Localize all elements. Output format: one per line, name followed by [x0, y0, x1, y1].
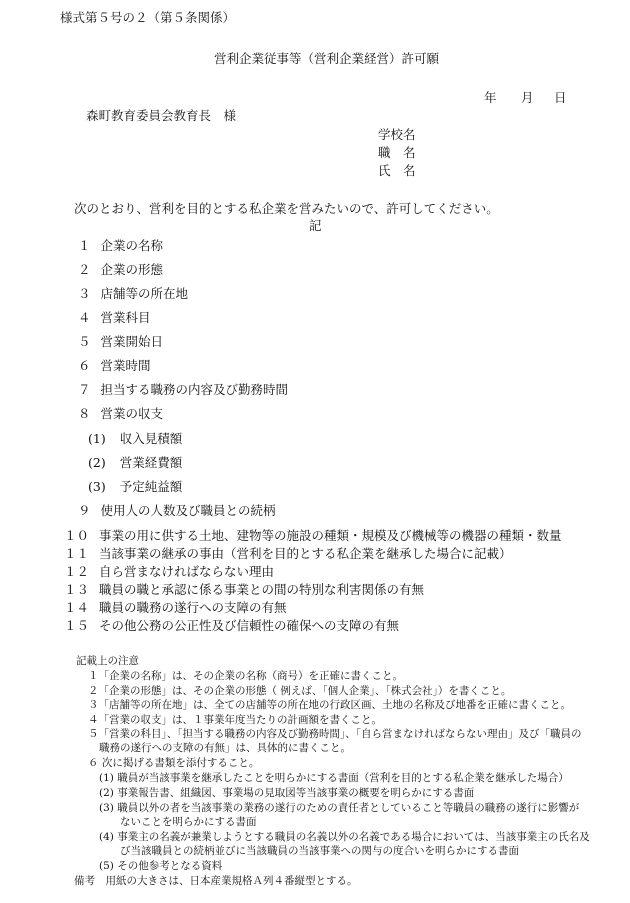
item-label: 企業の名称 — [100, 238, 164, 253]
item-number: １１ — [64, 546, 90, 561]
list-item — [64, 602, 287, 615]
applicant-name-label: 氏 名 — [378, 163, 416, 178]
list-item — [64, 566, 274, 579]
item-number: １５ — [64, 618, 90, 633]
item-label: 企業の形態 — [100, 262, 164, 277]
note-line: (5) その他参考となる資料 — [99, 860, 223, 872]
sub-item-label: 収入見積額 — [119, 431, 183, 446]
list-item — [78, 336, 163, 349]
sub-item — [88, 433, 182, 446]
note-line: (3) 職員以外の者を当該事業の業務の遂行のための責任者としていること等職員の職務の遂行に影響が — [99, 802, 580, 814]
sub-item-number: (1) — [88, 431, 106, 446]
note-line: (2) 事業報告書、組織図、事業場の見取図等当該事業の概要を明らかにする書面 — [99, 787, 475, 799]
item-label: 営業科目 — [100, 310, 151, 325]
note-line: 職務の遂行への支障の有無」は、具体的に書くこと。 — [99, 742, 351, 754]
date-year: 年 — [484, 90, 497, 105]
list-item — [78, 505, 276, 518]
item-number: １ — [78, 238, 91, 253]
note-line: ５「営業の科目」、「担当する職務の内容及び勤務時間」、「自ら営まなければならない理由」及び「職員の — [88, 728, 582, 740]
sub-item — [88, 481, 182, 494]
item-number: ７ — [78, 382, 91, 397]
sub-item-number: (2) — [88, 455, 106, 470]
sub-item — [88, 457, 182, 470]
note-line: ４「営業の収支」は、１事業年度当たりの計画額を書くこと。 — [88, 714, 382, 726]
item-label: その他公務の公正性及び信頼性の確保への支障の有無 — [99, 618, 400, 633]
list-item — [78, 240, 163, 253]
item-label: 営業の収支 — [100, 406, 164, 421]
item-number: ４ — [78, 310, 91, 325]
item-number: １２ — [64, 564, 90, 579]
list-item — [78, 360, 151, 373]
item-number: ５ — [78, 334, 91, 349]
note-line: び当該職員との続柄並びに当該職員の当該事業への関与の度合いを明らかにする書面 — [120, 845, 519, 857]
note-line: ６ 次に掲げる書類を添付すること。 — [88, 757, 260, 769]
item-label: 事業の用に供する土地、建物等の施設の種類・規模及び機械等の機器の種類・数量 — [99, 528, 562, 543]
item-number: ６ — [78, 358, 91, 373]
item-label: 当該事業の継承の事由（営利を目的とする私企業を継承した場合に記載） — [99, 546, 512, 561]
item-number: １４ — [64, 600, 90, 615]
request-text: 次のとおり、営利を目的とする私企業を営みたいので、許可してください。 — [74, 201, 499, 216]
list-item — [78, 384, 288, 397]
note-line: １「企業の名称」は、その企業の名称（商号）を正確に書くこと。 — [88, 670, 403, 682]
note-line: ないことを明らかにする書面 — [120, 816, 257, 828]
item-number: ３ — [78, 286, 91, 301]
item-label: 職員の職務の遂行への支障の有無 — [99, 600, 287, 615]
applicant-school-label: 学校名 — [378, 127, 416, 142]
item-number: ８ — [78, 406, 91, 421]
item-label: 使用人の人数及び職員との続柄 — [100, 503, 276, 518]
biko-note: 備考 用紙の大きさは、日本産業規格Ａ列４番縦型とする。 — [74, 875, 358, 887]
notes-heading: 記載上の注意 — [76, 655, 139, 667]
list-item — [78, 264, 163, 277]
item-number: １３ — [64, 582, 90, 597]
page-title: 営利企業従事等（営利企業経営）許可願 — [214, 51, 440, 66]
form-number: 様式第５号の２（第５条関係） — [60, 10, 236, 25]
date-month: 月 — [521, 90, 534, 105]
list-item — [64, 620, 399, 633]
item-label: 営業時間 — [100, 358, 151, 373]
sub-item-label: 予定純益額 — [119, 479, 183, 494]
item-number: ９ — [78, 503, 91, 518]
list-item — [64, 530, 562, 543]
sub-item-label: 営業経費額 — [119, 455, 183, 470]
item-number: ２ — [78, 262, 91, 277]
list-item — [78, 408, 163, 421]
item-label: 営業開始日 — [100, 334, 164, 349]
item-label: 店舗等の所在地 — [100, 286, 189, 301]
ki-marker: 記 — [309, 218, 322, 233]
note-line: (4) 事業主の名義が兼業しようとする職員の名義以外の名義である場合においては、当該事業主の氏名及 — [99, 831, 590, 843]
note-line: ３「店舗等の所在地」は、全ての店舗等の所在地の行政区画、土地の名称及び地番を正確に書くこと。 — [88, 699, 571, 711]
list-item — [64, 548, 512, 561]
list-item — [64, 584, 424, 597]
date-day: 日 — [554, 90, 567, 105]
item-label: 職員の職と承認に係る事業との間の特別な利害関係の有無 — [99, 582, 425, 597]
item-label: 担当する職務の内容及び勤務時間 — [100, 382, 289, 397]
addressee: 森町教育委員会教育長 様 — [86, 108, 237, 123]
item-label: 自ら営まなければならない理由 — [99, 564, 275, 579]
list-item — [78, 312, 151, 325]
applicant-position-label: 職 名 — [378, 145, 416, 160]
sub-item-number: (3) — [88, 479, 106, 494]
note-line: (1) 職員が当該事業を継承したことを明らかにする書面（営利を目的とする私企業を継承した場合） — [99, 772, 569, 784]
list-item — [78, 288, 188, 301]
note-line: ２「企業の形態」は、その企業の形態（ 例えば、「個人企業」、「株式会社」）を書くこと。 — [88, 685, 512, 697]
item-number: １０ — [64, 528, 90, 543]
